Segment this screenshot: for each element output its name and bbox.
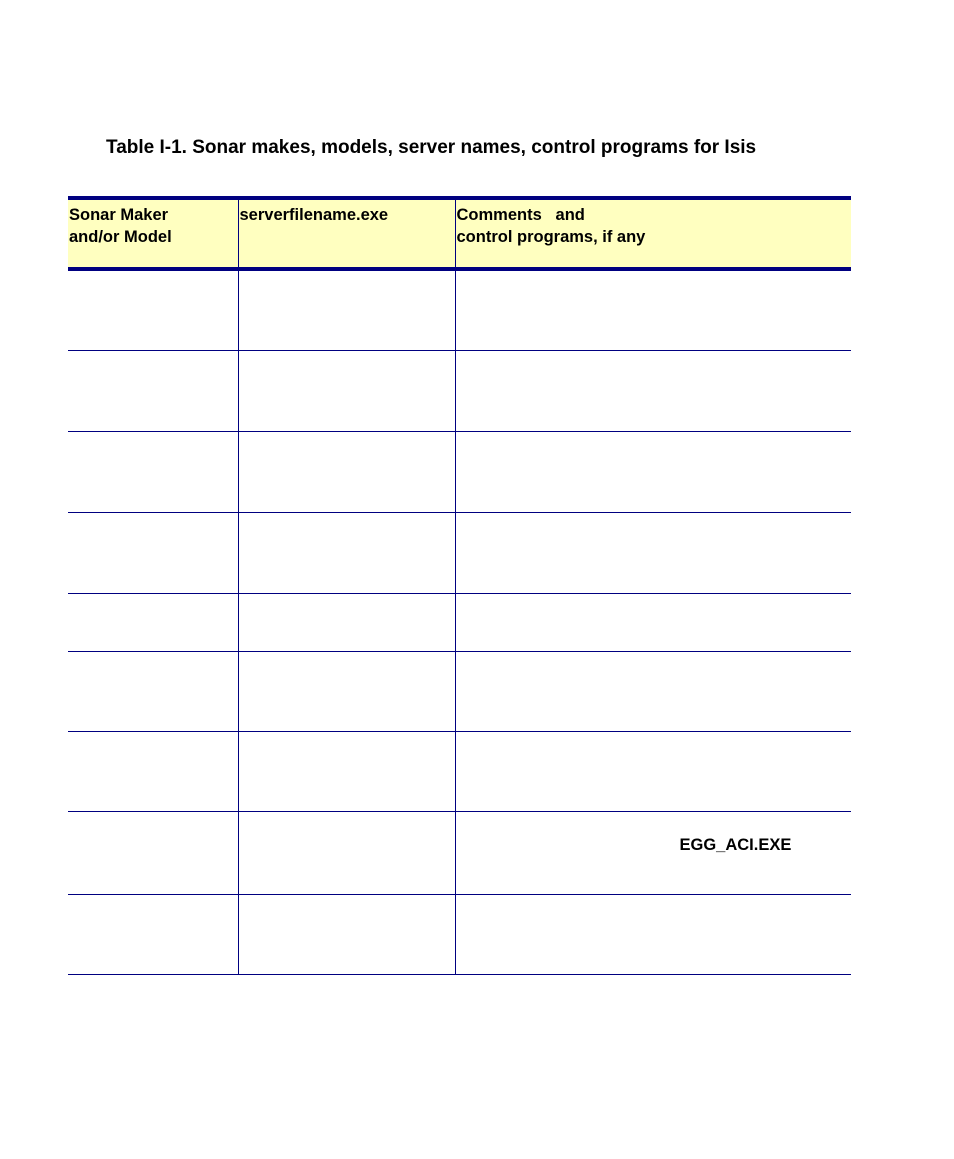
cell-comments — [455, 269, 851, 350]
table-title: Table I-1. Sonar makes, models, server names, control programs for Isis — [106, 137, 757, 158]
table-row — [68, 350, 851, 431]
table-row — [68, 651, 851, 731]
cell-maker — [68, 731, 238, 811]
cell-comments — [455, 811, 851, 894]
cell-maker — [68, 593, 238, 651]
header-server-filename — [238, 198, 455, 269]
table-row — [68, 894, 851, 974]
header-comments-line2: control programs, if any — [456, 228, 646, 246]
cell-server — [238, 431, 455, 512]
table-row — [68, 593, 851, 651]
sonar-table-container — [68, 196, 851, 975]
header-comments — [455, 198, 851, 269]
table-row — [68, 731, 851, 811]
cell-maker — [68, 894, 238, 974]
cell-server — [238, 731, 455, 811]
cell-server — [238, 894, 455, 974]
cell-comments — [455, 512, 851, 593]
table-row — [68, 512, 851, 593]
sonar-table — [68, 196, 851, 975]
table-row — [68, 269, 851, 350]
cell-maker — [68, 811, 238, 894]
header-server-filename-text: serverfilename.exe — [239, 206, 389, 224]
cell-comments — [455, 593, 851, 651]
header-sonar-maker — [68, 198, 238, 269]
cell-server — [238, 811, 455, 894]
cell-maker — [68, 651, 238, 731]
cell-comments-text: EGG_ACI.EXE — [679, 835, 792, 854]
cell-server — [238, 593, 455, 651]
cell-server — [238, 512, 455, 593]
header-comments-line1: Comments and — [456, 206, 585, 224]
cell-comments — [455, 651, 851, 731]
header-sonar-maker-line1: Sonar Maker — [69, 206, 169, 224]
header-sonar-maker-line2: and/or Model — [69, 228, 172, 246]
table-header-row — [68, 198, 851, 269]
table-row — [68, 811, 851, 894]
cell-comments — [455, 731, 851, 811]
cell-server — [238, 350, 455, 431]
cell-server — [238, 269, 455, 350]
cell-maker — [68, 512, 238, 593]
cell-comments — [455, 894, 851, 974]
cell-comments — [455, 431, 851, 512]
cell-maker — [68, 350, 238, 431]
table-row — [68, 431, 851, 512]
cell-maker — [68, 431, 238, 512]
cell-server — [238, 651, 455, 731]
cell-comments — [455, 350, 851, 431]
cell-maker — [68, 269, 238, 350]
